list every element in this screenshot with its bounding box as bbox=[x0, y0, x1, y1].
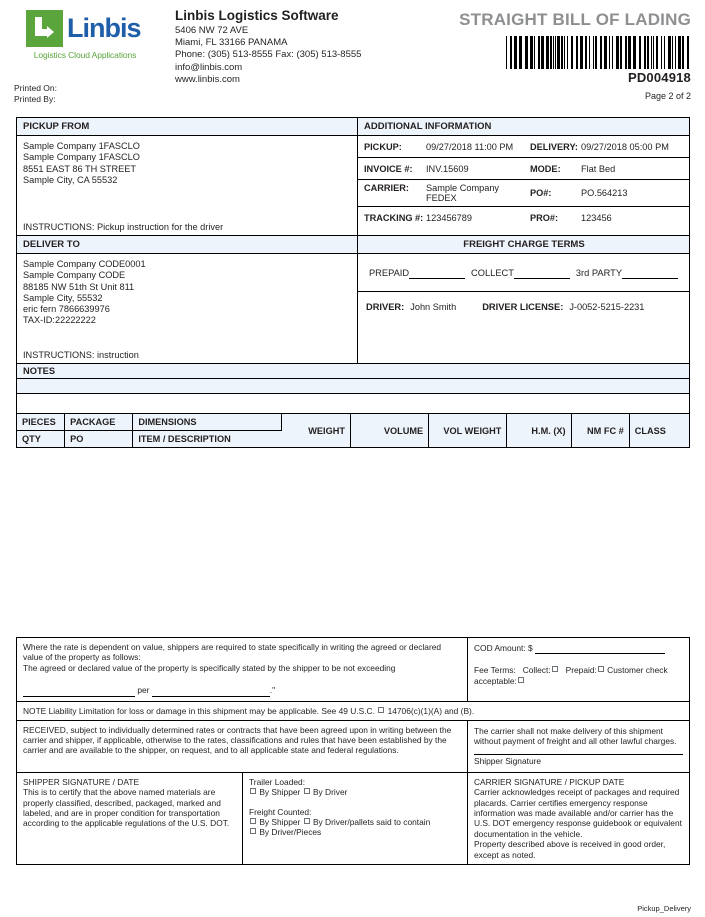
cod-cell bbox=[468, 637, 690, 702]
deliver-and-terms-row bbox=[16, 236, 690, 364]
pickup-from-address bbox=[17, 136, 357, 222]
carrier-signature-paragraph: Carrier acknowledges receipt of packages and required placards. Carrier certifies emergency response information was made available and/or carrier has the U.S. DOT emergency response guidebook or equivalent documentation in the vehicle. bbox=[474, 787, 682, 839]
company-name: Linbis Logistics Software bbox=[175, 8, 339, 23]
freight-counted-options-2 bbox=[249, 827, 461, 837]
freight-counted-label: Freight Counted: bbox=[249, 806, 312, 817]
deliver-instructions: INSTRUCTIONS: instruction bbox=[23, 350, 139, 360]
brand-logo bbox=[14, 8, 159, 60]
declared-value-cell bbox=[16, 637, 468, 702]
driver-label: DRIVER: bbox=[366, 302, 405, 312]
address-line: Sample Company CODE bbox=[23, 270, 126, 281]
info-cell bbox=[526, 161, 689, 177]
freight-by-driver-pieces-label: By Driver/Pieces bbox=[259, 827, 322, 838]
company-address-line: Miami, FL 33166 PANAMA bbox=[175, 37, 288, 49]
carrier-delivery-cell bbox=[468, 721, 690, 773]
col-qty: QTY bbox=[17, 431, 65, 448]
linbis-logo-icon bbox=[26, 10, 63, 47]
address-line: Sample Company 1FASCLO bbox=[23, 152, 140, 163]
items-table bbox=[16, 413, 690, 448]
liability-note-text: NOTE Liability Limitation for loss or damage in this shipment may be applicable. See 49 U.S.C. bbox=[23, 705, 375, 716]
footer-tag: Pickup_Delivery bbox=[637, 904, 691, 913]
info-value: 09/27/2018 11:00 PM bbox=[426, 141, 514, 152]
trailer-loaded-label: Trailer Loaded: bbox=[249, 776, 306, 787]
cod-amount-row[interactable] bbox=[474, 643, 683, 654]
received-row bbox=[16, 721, 690, 773]
deliver-to-panel bbox=[16, 236, 358, 364]
per-suffix: ." bbox=[269, 685, 276, 696]
shipper-signature-cell bbox=[16, 773, 243, 865]
info-label: MODE: bbox=[530, 163, 561, 174]
fee-terms-row bbox=[474, 665, 683, 686]
info-label: CARRIER: bbox=[364, 183, 409, 193]
collect-option[interactable] bbox=[471, 268, 570, 279]
address-contact: eric fern 7866639976 bbox=[23, 304, 110, 315]
driver-license-value: J-0052-5215-2231 bbox=[569, 302, 645, 312]
info-label: PRO#: bbox=[530, 213, 559, 223]
company-info bbox=[159, 8, 441, 86]
col-weight: WEIGHT bbox=[281, 414, 350, 448]
document-header bbox=[0, 0, 705, 86]
notes-title: NOTES bbox=[17, 364, 689, 379]
printed-meta bbox=[14, 83, 57, 105]
info-value: INV.15609 bbox=[426, 163, 469, 174]
company-address-line: 5406 NW 72 AVE bbox=[175, 25, 249, 36]
info-cell bbox=[358, 180, 526, 206]
company-phone-line: Phone: (305) 513-8555 Fax: (305) 513-8555 bbox=[175, 49, 362, 61]
page-number: Page 2 of 2 bbox=[644, 91, 691, 101]
shipper-signature-title: SHIPPER SIGNATURE / DATE bbox=[23, 776, 140, 787]
info-cell bbox=[526, 139, 689, 155]
info-value: 123456 bbox=[581, 213, 612, 223]
additional-information-rows bbox=[358, 136, 689, 229]
carrier-signature-paragraph-2: Property described above is received in good order, except as noted. bbox=[474, 839, 666, 860]
address-tax-id: TAX-ID:22222222 bbox=[23, 315, 96, 326]
pickup-instructions: INSTRUCTIONS: Pickup instruction for the driver bbox=[23, 222, 224, 232]
liability-note bbox=[16, 702, 690, 721]
info-label: INVOICE #: bbox=[364, 163, 413, 174]
carrier-signature-title: CARRIER SIGNATURE / PICKUP DATE bbox=[474, 776, 625, 787]
cod-currency: $ bbox=[528, 643, 533, 653]
cod-amount-label: COD Amount: bbox=[474, 643, 526, 653]
deliver-to-title: DELIVER TO bbox=[17, 236, 357, 254]
driver-value: John Smith bbox=[410, 302, 457, 312]
printed-by-label: Printed By: bbox=[14, 94, 56, 104]
info-cell bbox=[358, 210, 526, 226]
trailer-by-shipper-label: By Shipper bbox=[259, 787, 301, 798]
freight-terms-options bbox=[358, 254, 689, 292]
shipper-signature-paragraph: This is to certify that the above named materials are properly classified, described, packaged, marked and labeled, and are in proper condition for transportation according to the applicable regulations of the U.S. DOT. bbox=[23, 787, 230, 829]
third-party-label: 3rd PARTY bbox=[575, 268, 623, 278]
loading-cell bbox=[243, 773, 468, 865]
per-label: per bbox=[137, 685, 150, 696]
col-class: CLASS bbox=[629, 414, 689, 448]
declared-value-paragraph: Where the rate is dependent on value, shippers are required to state specifically in writing the agreed or declared value of the property as follows: bbox=[23, 642, 442, 663]
declared-value-fill-line[interactable] bbox=[23, 685, 461, 696]
freight-by-driver-pallets-label: By Driver/pallets said to contain bbox=[312, 817, 431, 828]
declared-value-paragraph-2: The agreed or declared value of the property is specifically stated by the shipper to be not exceeding bbox=[23, 662, 396, 673]
freight-by-driver-pieces-checkbox[interactable] bbox=[250, 828, 256, 834]
info-row bbox=[358, 136, 689, 158]
logo-tagline: Logistics Cloud Applications bbox=[33, 50, 137, 60]
info-value: Flat Bed bbox=[581, 163, 616, 174]
info-row bbox=[358, 180, 689, 207]
carrier-signature-cell bbox=[468, 773, 690, 865]
address-line: Sample Company 1FASCLO bbox=[23, 141, 140, 151]
customer-check-label: Customer check acceptable: bbox=[474, 665, 668, 686]
fee-collect-label: Collect: bbox=[522, 665, 551, 676]
info-value: Sample Company FEDEX bbox=[426, 183, 500, 203]
info-label: PICKUP: bbox=[364, 141, 402, 152]
notes-value[interactable] bbox=[17, 394, 689, 414]
signature-row bbox=[16, 773, 690, 865]
prepaid-option[interactable] bbox=[369, 268, 465, 279]
barcode-image bbox=[441, 36, 691, 69]
additional-information-panel bbox=[358, 117, 690, 236]
info-value: PO.564213 bbox=[581, 188, 628, 198]
deliver-to-address bbox=[17, 254, 357, 350]
driver-license-label: DRIVER LICENSE: bbox=[482, 302, 564, 312]
document-title: STRAIGHT BILL OF LADING bbox=[459, 10, 691, 29]
info-label: DELIVERY: bbox=[530, 141, 578, 152]
freight-by-shipper-checkbox[interactable] bbox=[250, 818, 256, 824]
company-email: info@linbis.com bbox=[175, 61, 243, 73]
logo-wordmark: Linbis bbox=[67, 13, 141, 43]
col-package: PACKAGE bbox=[65, 414, 133, 431]
declared-value-row bbox=[16, 637, 690, 702]
col-item-description: ITEM / DESCRIPTION bbox=[133, 431, 281, 448]
fee-terms-label: Fee Terms: bbox=[474, 665, 516, 676]
document-number: PD004918 bbox=[627, 70, 691, 85]
received-cell bbox=[16, 721, 468, 773]
info-label: TRACKING #: bbox=[364, 213, 424, 223]
freight-charge-terms-panel bbox=[358, 236, 690, 364]
pickup-and-additional-row bbox=[16, 117, 690, 236]
document-identity bbox=[441, 8, 691, 85]
info-cell bbox=[358, 139, 526, 155]
col-volume: VOLUME bbox=[350, 414, 428, 448]
legal-section bbox=[16, 637, 690, 865]
pickup-from-title: PICKUP FROM bbox=[17, 118, 357, 136]
notes-fill bbox=[17, 379, 689, 394]
address-line: 88185 NW 51th St Unit 811 bbox=[23, 281, 135, 292]
info-cell bbox=[358, 161, 526, 177]
info-cell bbox=[526, 185, 689, 201]
driver-info-row bbox=[358, 292, 689, 321]
freight-charge-terms-title: FREIGHT CHARGE TERMS bbox=[358, 236, 689, 254]
table-header-row-1 bbox=[17, 414, 690, 431]
shipper-signature-label[interactable]: Shipper Signature bbox=[474, 754, 683, 766]
fee-collect-checkbox[interactable] bbox=[552, 666, 558, 672]
printed-on-label: Printed On: bbox=[14, 83, 57, 93]
freight-by-shipper-label: By Shipper bbox=[259, 817, 301, 828]
company-website: www.linbis.com bbox=[175, 73, 240, 85]
pickup-from-panel bbox=[16, 117, 358, 236]
carrier-delivery-paragraph: The carrier shall not make delivery of this shipment without payment of freight and all other lawful charges. bbox=[474, 725, 677, 747]
trailer-loaded-options bbox=[249, 787, 461, 797]
freight-counted-options-1 bbox=[249, 817, 461, 827]
address-line: Sample Company CODE0001 bbox=[23, 259, 146, 269]
info-value: 09/27/2018 05:00 PM bbox=[581, 141, 669, 152]
fee-prepaid-label: Prepaid: bbox=[565, 665, 597, 676]
info-cell bbox=[526, 210, 689, 226]
liability-note-tail: 14706(c)(1)(A) and (B). bbox=[387, 705, 475, 716]
trailer-by-shipper-checkbox[interactable] bbox=[250, 788, 256, 794]
address-line: Sample City, 55532 bbox=[23, 292, 103, 303]
info-row bbox=[358, 207, 689, 229]
freight-by-driver-pallets-checkbox[interactable] bbox=[304, 818, 310, 824]
third-party-option[interactable] bbox=[576, 268, 678, 279]
address-line: Sample City, CA 55532 bbox=[23, 174, 118, 185]
trailer-by-driver-checkbox[interactable] bbox=[304, 788, 310, 794]
info-label: PO#: bbox=[530, 188, 552, 198]
col-dimensions: DIMENSIONS bbox=[133, 414, 281, 431]
info-row bbox=[358, 158, 689, 180]
fee-prepaid-checkbox[interactable] bbox=[598, 666, 604, 672]
additional-information-title: ADDITIONAL INFORMATION bbox=[358, 118, 689, 136]
prepaid-label: PREPAID bbox=[368, 268, 410, 278]
received-paragraph: RECEIVED, subject to individually determined rates or contracts that have been agreed upon in writing between the carrier and shipper, if applicable, otherwise to the rates, classifications and rules that have been established by the carrier and are available to the shipper, on request, and to all applicable state and federal regulations. bbox=[23, 724, 452, 756]
customer-check-checkbox[interactable] bbox=[518, 677, 524, 683]
section-symbol-icon bbox=[378, 707, 384, 713]
collect-label: COLLECT bbox=[471, 268, 514, 278]
trailer-by-driver-label: By Driver bbox=[312, 787, 348, 798]
col-pieces: PIECES bbox=[17, 414, 65, 431]
main-info-grid bbox=[16, 117, 690, 415]
notes-panel bbox=[16, 364, 690, 415]
col-po: PO bbox=[65, 431, 133, 448]
col-vol-weight: VOL WEIGHT bbox=[429, 414, 507, 448]
info-value: 123456789 bbox=[426, 213, 472, 223]
col-nmfc: NM FC # bbox=[571, 414, 629, 448]
address-line: 8551 EAST 86 TH STREET bbox=[23, 163, 137, 174]
col-hm: H.M. (X) bbox=[507, 414, 571, 448]
